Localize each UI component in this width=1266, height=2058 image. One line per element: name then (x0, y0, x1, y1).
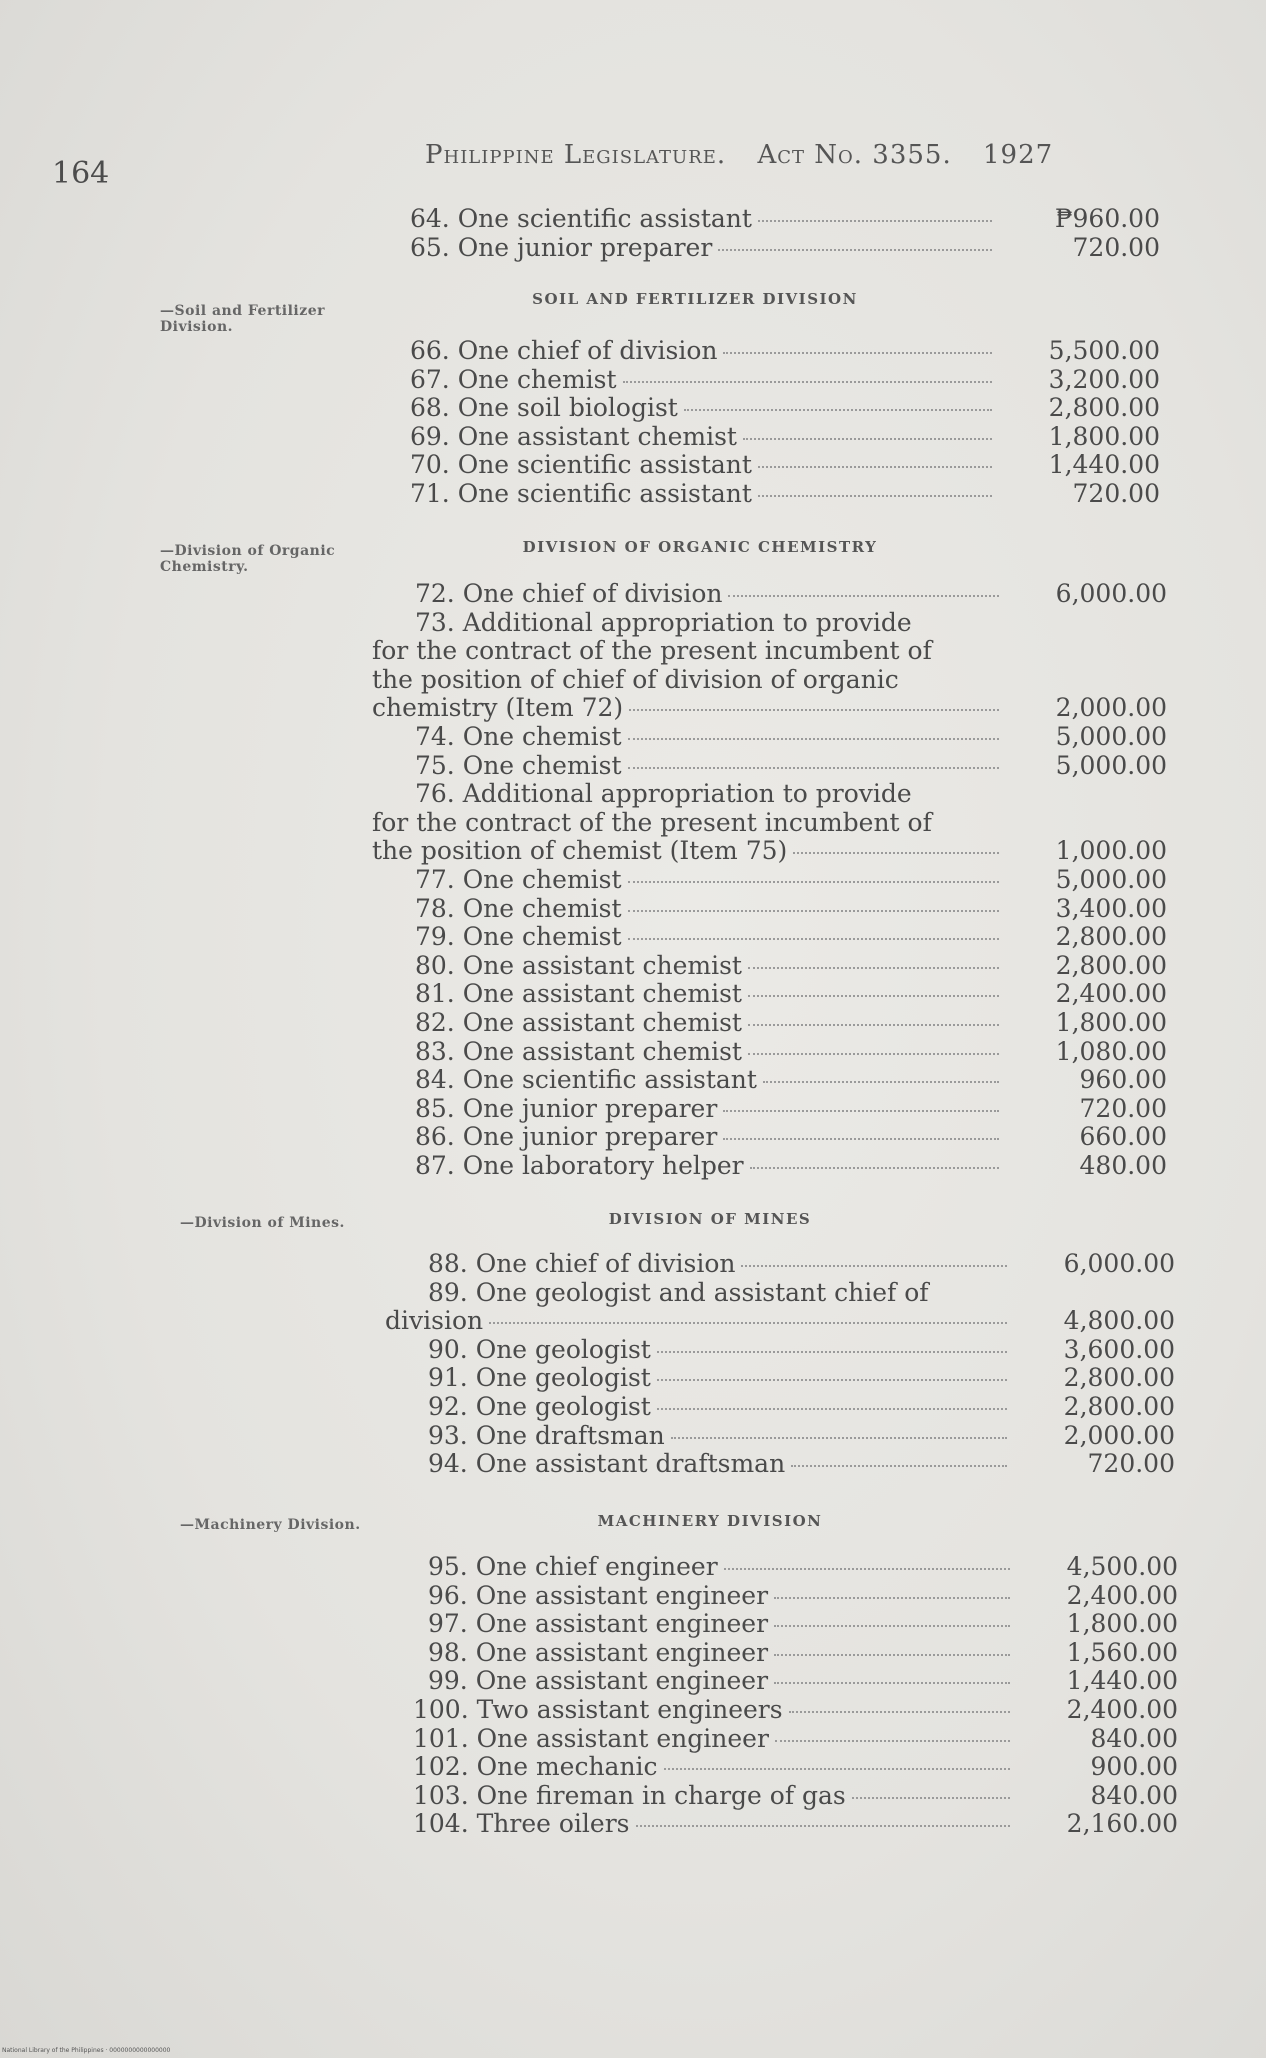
running-head-title: Philippine Legislature. (425, 140, 727, 170)
item-text: 98. One assistant engineer (428, 1637, 769, 1667)
item-amount: 1,800.00 (1066, 1609, 1178, 1639)
section-heading-organic: DIVISION OF ORGANIC CHEMISTRY (522, 538, 878, 556)
paragraph-line (372, 809, 1167, 838)
list-item (385, 1364, 1175, 1393)
leader-dots (628, 909, 999, 912)
list-item (370, 366, 1160, 395)
leader-dots (657, 1407, 1007, 1410)
item-text: 78. One chemist (415, 893, 622, 923)
item-amount: 6,000.00 (1055, 579, 1167, 608)
item-text: 77. One chemist (415, 864, 622, 894)
leader-dots (852, 1796, 1010, 1799)
item-amount: 3,600.00 (1063, 1334, 1175, 1364)
list-item (372, 752, 1167, 781)
leader-dots (629, 708, 999, 711)
item-amount: 1,560.00 (1066, 1637, 1178, 1667)
item-amount: 1,800.00 (1055, 1007, 1167, 1037)
item-text: 84. One scientific assistant (415, 1065, 757, 1095)
item-text: 67. One chemist (410, 364, 617, 394)
leader-dots (657, 1350, 1007, 1353)
leader-dots (489, 1321, 1007, 1324)
item-text: 92. One geologist (428, 1391, 651, 1421)
item-amount: 720.00 (1072, 232, 1160, 262)
list-item (370, 394, 1160, 423)
item-text: 91. One geologist (428, 1363, 651, 1393)
leader-dots (793, 851, 999, 854)
list-item (372, 1123, 1167, 1152)
list-item (372, 866, 1167, 895)
list-item (378, 1810, 1178, 1839)
leader-dots (748, 1052, 999, 1055)
leader-dots (758, 465, 992, 468)
leader-dots (723, 1109, 999, 1112)
leader-dots (774, 1596, 1010, 1599)
list-item (372, 1095, 1167, 1124)
list-item (378, 1753, 1178, 1782)
machinery-items-block (378, 1553, 1178, 1839)
item-amount: 840.00 (1090, 1723, 1178, 1753)
item-amount: 840.00 (1090, 1780, 1178, 1810)
item-text: 79. One chemist (415, 922, 622, 952)
list-item (370, 480, 1160, 509)
item-amount: 2,400.00 (1066, 1694, 1178, 1724)
list-item (378, 1667, 1178, 1696)
list-item (378, 1553, 1178, 1582)
leader-dots (748, 994, 999, 997)
leader-dots (728, 594, 999, 597)
item-amount: 1,440.00 (1048, 450, 1160, 480)
list-item (372, 1038, 1167, 1067)
paragraph-line (372, 666, 1167, 695)
list-item (372, 923, 1167, 952)
list-item (370, 451, 1160, 480)
item-text: 68. One soil biologist (410, 393, 678, 423)
item-amount: 2,800.00 (1063, 1363, 1175, 1393)
list-item (370, 337, 1160, 366)
list-item (385, 1450, 1175, 1479)
item-text: 64. One scientific assistant (410, 204, 752, 233)
item-text: 86. One junior preparer (415, 1122, 718, 1152)
paragraph-line (372, 609, 1167, 638)
leader-dots (636, 1824, 1011, 1827)
item-text: 75. One chemist (415, 750, 622, 780)
item-text: 76. Additional appropriation to provide (415, 779, 912, 809)
leader-dots (774, 1653, 1010, 1656)
organic-items-block (372, 580, 1167, 1180)
list-item (372, 723, 1167, 752)
item-amount: 720.00 (1072, 478, 1160, 508)
item-amount: 660.00 (1079, 1122, 1167, 1152)
item-text: 101. One assistant engineer (413, 1723, 769, 1753)
running-head (425, 140, 1075, 170)
item-amount: 480.00 (1079, 1150, 1167, 1180)
list-item (372, 837, 1167, 866)
leader-dots (789, 1710, 1010, 1713)
item-text: 102. One mechanic (413, 1752, 658, 1782)
list-item (378, 1639, 1178, 1668)
leader-dots (684, 408, 992, 411)
margin-note-organic: —Division of Organic Chemistry. (160, 543, 336, 575)
list-item (385, 1393, 1175, 1422)
item-amount: 1,800.00 (1048, 421, 1160, 451)
item-amount: 900.00 (1090, 1752, 1178, 1782)
leader-dots (758, 219, 992, 222)
item-text: 89. One geologist and assistant chief of (428, 1277, 929, 1307)
page-number: 164 (52, 156, 110, 191)
item-amount: 2,800.00 (1063, 1391, 1175, 1421)
running-head-act: Act No. 3355. (757, 140, 952, 170)
paragraph-line (372, 780, 1167, 809)
item-text: 73. Additional appropriation to provide (415, 607, 912, 637)
item-amount: 2,800.00 (1055, 950, 1167, 980)
item-text: 103. One fireman in charge of gas (413, 1780, 846, 1810)
list-item (385, 1307, 1175, 1336)
list-item (372, 980, 1167, 1009)
list-item (378, 1696, 1178, 1725)
mines-items-block (385, 1250, 1175, 1479)
list-item (372, 580, 1167, 609)
item-text: 65. One junior preparer (410, 232, 713, 262)
leader-dots (741, 1264, 1007, 1267)
list-item (370, 423, 1160, 452)
item-text: the position of chief of division of organic (372, 664, 899, 694)
item-amount: 5,000.00 (1055, 750, 1167, 780)
leader-dots (775, 1739, 1010, 1742)
list-item (372, 1009, 1167, 1038)
leader-dots (628, 937, 999, 940)
item-amount: 1,080.00 (1055, 1036, 1167, 1066)
leader-dots (628, 737, 999, 740)
item-text: 82. One assistant chemist (415, 1007, 742, 1037)
leader-dots (724, 1567, 1010, 1570)
item-amount: 5,500.00 (1048, 336, 1160, 365)
leader-dots (723, 351, 992, 354)
item-amount: 5,000.00 (1055, 864, 1167, 894)
item-amount: 4,500.00 (1066, 1552, 1178, 1581)
item-text: the position of chemist (Item 75) (372, 836, 788, 866)
margin-note-soil: —Soil and Fertilizer Division. (160, 303, 325, 335)
item-amount: 6,000.00 (1063, 1249, 1175, 1278)
leader-dots (664, 1767, 1010, 1770)
item-amount: 1,000.00 (1055, 836, 1167, 866)
item-text: 97. One assistant engineer (428, 1609, 769, 1639)
item-text: 88. One chief of division (428, 1249, 736, 1278)
leader-dots (743, 437, 992, 440)
item-amount: 720.00 (1079, 1093, 1167, 1123)
item-text: 72. One chief of division (415, 579, 723, 608)
list-item (385, 1250, 1175, 1279)
paragraph-line (385, 1279, 1175, 1308)
section-heading-soil: SOIL AND FERTILIZER DIVISION (532, 290, 858, 308)
leader-dots (623, 380, 992, 383)
list-item (370, 205, 1160, 234)
list-item (372, 1152, 1167, 1181)
item-text: 90. One geologist (428, 1334, 651, 1364)
leader-dots (718, 248, 992, 251)
item-text: 85. One junior preparer (415, 1093, 718, 1123)
item-amount: 2,400.00 (1066, 1580, 1178, 1610)
leader-dots (671, 1436, 1007, 1439)
list-item (378, 1582, 1178, 1611)
item-text: 100. Two assistant engineers (413, 1694, 783, 1724)
soil-items-block (370, 337, 1160, 509)
paragraph-line (372, 637, 1167, 666)
item-text: for the contract of the present incumbent of (372, 807, 932, 837)
leader-dots (774, 1681, 1010, 1684)
item-amount: 4,800.00 (1063, 1306, 1175, 1336)
leader-dots (628, 880, 999, 883)
item-amount: 3,400.00 (1055, 893, 1167, 923)
item-amount: 1,440.00 (1066, 1666, 1178, 1696)
leader-dots (763, 1080, 999, 1083)
list-item (372, 694, 1167, 723)
item-text: 104. Three oilers (413, 1809, 630, 1839)
leader-dots (628, 766, 999, 769)
item-text: 83. One assistant chemist (415, 1036, 742, 1066)
item-amount: 2,800.00 (1048, 393, 1160, 423)
list-item (372, 952, 1167, 981)
item-text: division (385, 1306, 484, 1336)
item-text: 71. One scientific assistant (410, 478, 752, 508)
leader-dots (748, 1023, 999, 1026)
item-text: 70. One scientific assistant (410, 450, 752, 480)
item-text: 96. One assistant engineer (428, 1580, 769, 1610)
item-text: 69. One assistant chemist (410, 421, 737, 451)
list-item (378, 1725, 1178, 1754)
margin-note-mines: —Division of Mines. (180, 1215, 345, 1231)
item-amount: 2,800.00 (1055, 922, 1167, 952)
list-item (378, 1782, 1178, 1811)
item-amount: 5,000.00 (1055, 721, 1167, 751)
list-item (385, 1422, 1175, 1451)
item-amount: ₱960.00 (1054, 204, 1160, 233)
leader-dots (657, 1378, 1007, 1381)
item-amount: 960.00 (1079, 1065, 1167, 1095)
list-item (372, 1066, 1167, 1095)
item-text: 95. One chief engineer (428, 1552, 718, 1581)
item-amount: 2,400.00 (1055, 979, 1167, 1009)
item-amount: 720.00 (1087, 1449, 1175, 1479)
top-items-block (370, 205, 1160, 262)
margin-note-machinery: —Machinery Division. (180, 1517, 361, 1533)
item-text: 66. One chief of division (410, 336, 718, 365)
leader-dots (791, 1464, 1007, 1467)
running-head-year: 1927 (983, 140, 1054, 170)
leader-dots (723, 1137, 999, 1140)
item-text: 93. One draftsman (428, 1420, 665, 1450)
section-heading-mines: DIVISION OF MINES (608, 1210, 812, 1228)
section-heading-machinery: MACHINERY DIVISION (597, 1512, 823, 1530)
list-item (385, 1336, 1175, 1365)
leader-dots (748, 966, 999, 969)
leader-dots (774, 1624, 1010, 1627)
list-item (370, 234, 1160, 263)
item-text: chemistry (Item 72) (372, 693, 624, 723)
item-text: 94. One assistant draftsman (428, 1449, 786, 1479)
item-text: 87. One laboratory helper (415, 1150, 744, 1180)
item-amount: 3,200.00 (1048, 364, 1160, 394)
list-item (378, 1610, 1178, 1639)
item-text: 74. One chemist (415, 721, 622, 751)
item-amount: 2,160.00 (1066, 1809, 1178, 1839)
item-text: for the contract of the present incumbent of (372, 636, 932, 666)
item-text: 81. One assistant chemist (415, 979, 742, 1009)
item-text: 80. One assistant chemist (415, 950, 742, 980)
list-item (372, 895, 1167, 924)
item-amount: 2,000.00 (1063, 1420, 1175, 1450)
footer-stamp: National Library of the Philippines · 0000000000000000 (2, 2047, 171, 2054)
leader-dots (750, 1166, 999, 1169)
item-text: 99. One assistant engineer (428, 1666, 769, 1696)
leader-dots (758, 494, 992, 497)
item-amount: 2,000.00 (1055, 693, 1167, 723)
